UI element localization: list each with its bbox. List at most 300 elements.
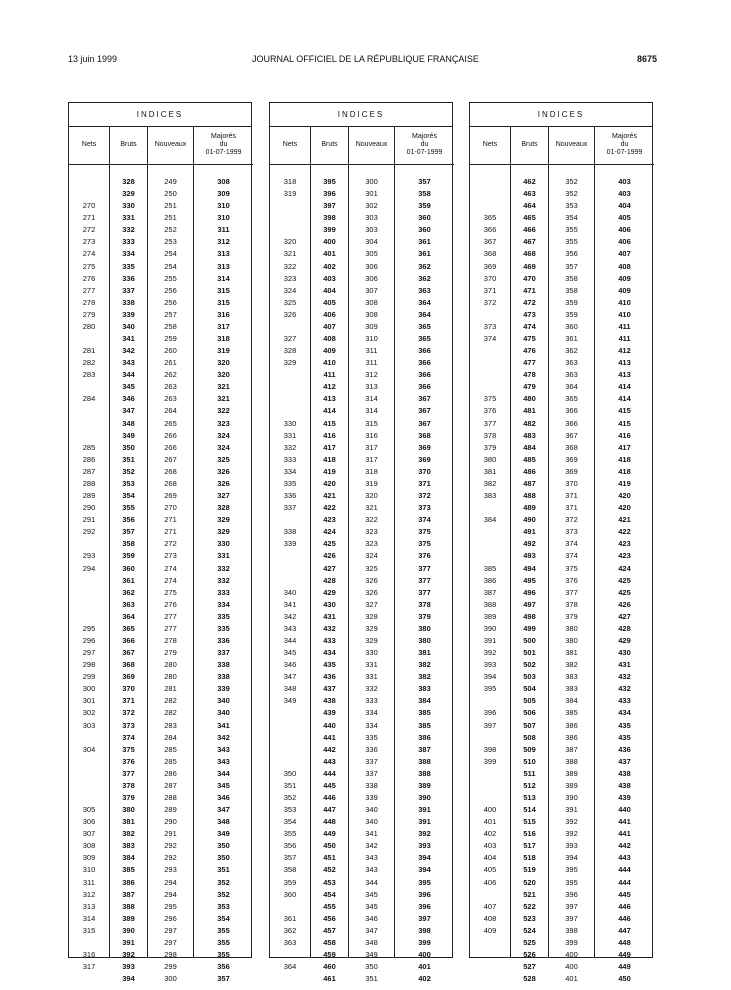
cell-nets: [69, 405, 109, 417]
cell-nouveaux: 256: [164, 285, 177, 295]
cell-nouveaux: 394: [565, 853, 578, 863]
cell-nouveaux: 252: [164, 225, 177, 235]
cell-nouveaux: 367: [565, 430, 578, 440]
cell-majores: 429: [618, 635, 631, 645]
cell-majores: 335: [217, 611, 230, 621]
cell-nets: [69, 418, 109, 430]
cell-majores: 328: [217, 503, 230, 513]
cell-nets: [470, 502, 510, 514]
cell-majores: 445: [618, 889, 631, 899]
cell-bruts: 393: [122, 962, 135, 972]
cell-nets: 378: [483, 430, 497, 440]
cell-nouveaux: 398: [565, 925, 578, 935]
cell-bruts: 349: [122, 430, 135, 440]
cell-bruts: 426: [323, 551, 336, 561]
cell-nouveaux: 256: [164, 297, 177, 307]
cell-bruts: 400: [323, 237, 336, 247]
cell-bruts: 427: [323, 563, 336, 573]
cell-majores: 329: [217, 527, 230, 537]
cell-nets: 299: [82, 672, 96, 682]
cell-majores: 441: [618, 817, 631, 827]
cell-bruts: 331: [122, 213, 135, 223]
cell-nouveaux: 281: [164, 684, 177, 694]
cell-bruts: 526: [523, 950, 536, 959]
cell-majores: 321: [217, 394, 230, 404]
cell-nets: 349: [283, 696, 297, 706]
cell-nets: 294: [82, 563, 96, 573]
cell-nouveaux: 378: [565, 599, 578, 609]
cell-bruts: 522: [523, 901, 536, 911]
cell-majores: 421: [618, 515, 631, 525]
cell-nouveaux: 285: [164, 744, 177, 754]
cell-nets: 278: [82, 297, 96, 307]
cell-bruts: 441: [323, 732, 336, 742]
cell-majores: 413: [618, 358, 631, 368]
cell-nouveaux: 401: [565, 974, 578, 984]
cell-majores: 335: [217, 623, 230, 633]
cell-bruts: 434: [323, 648, 336, 658]
cell-bruts: 412: [323, 382, 336, 392]
cell-bruts: 525: [523, 937, 536, 947]
cell-nets: 389: [483, 611, 497, 621]
cell-nouveaux: 293: [164, 865, 177, 875]
cell-nouveaux: 263: [164, 394, 177, 404]
cell-majores: 351: [217, 865, 230, 875]
cell-bruts: 386: [122, 877, 135, 887]
cell-majores: 382: [418, 672, 431, 682]
cell-nouveaux: 282: [164, 708, 177, 718]
column-bruts: [310, 126, 348, 984]
cell-nouveaux: 319: [365, 478, 378, 488]
cell-nets: 366: [483, 225, 497, 235]
cell-majores: 366: [418, 346, 431, 356]
cell-nets: [470, 695, 510, 707]
cell-majores: 434: [618, 708, 631, 718]
cell-nets: [69, 176, 109, 188]
cell-majores: 408: [618, 261, 631, 271]
cell-bruts: 368: [122, 660, 135, 670]
cell-bruts: 423: [323, 515, 336, 525]
cell-bruts: 385: [122, 865, 135, 875]
cell-nouveaux: 383: [565, 684, 578, 694]
cell-majores: 361: [418, 237, 431, 247]
column-bruts: [109, 126, 147, 984]
cell-nouveaux: 384: [565, 696, 578, 706]
cell-nets: 360: [283, 889, 297, 899]
cell-majores: 375: [418, 539, 431, 549]
cell-majores: 368: [418, 430, 431, 440]
cell-majores: 388: [418, 756, 431, 766]
cell-majores: 395: [418, 877, 431, 887]
cell-bruts: 379: [122, 792, 135, 802]
cell-majores: 435: [618, 720, 631, 730]
cell-bruts: 396: [323, 189, 336, 199]
cell-bruts: 511: [523, 768, 536, 778]
cell-majores: 353: [217, 901, 230, 911]
cell-majores: 430: [618, 648, 631, 658]
cell-nouveaux: 388: [565, 756, 578, 766]
column-bruts: [510, 126, 548, 984]
cell-nouveaux: 351: [365, 974, 378, 984]
cell-nets: [270, 393, 310, 405]
cell-nouveaux: 382: [565, 660, 578, 670]
cell-majores: 435: [618, 732, 631, 742]
cell-majores: 432: [618, 684, 631, 694]
cell-bruts: 521: [523, 889, 536, 899]
cell-bruts: 483: [523, 430, 536, 440]
cell-bruts: 367: [122, 648, 135, 658]
cell-nouveaux: 369: [565, 454, 578, 464]
cell-nouveaux: 255: [164, 273, 177, 283]
cell-nets: 323: [283, 273, 297, 283]
cell-bruts: 503: [523, 672, 536, 682]
cell-bruts: 494: [523, 563, 536, 573]
column-header-bruts: Bruts: [511, 126, 548, 165]
cell-majores: 439: [618, 792, 631, 802]
cell-majores: 420: [618, 503, 631, 513]
cell-nouveaux: 291: [164, 829, 177, 839]
cell-nets: 331: [283, 430, 297, 440]
cell-nouveaux: 292: [164, 853, 177, 863]
cell-bruts: 422: [323, 503, 336, 513]
cell-majores: 414: [618, 394, 631, 404]
cell-majores: 376: [418, 551, 431, 561]
cell-nets: [270, 405, 310, 417]
cell-nets: 341: [283, 599, 297, 609]
cell-nets: 386: [483, 575, 497, 585]
cell-bruts: 351: [122, 454, 135, 464]
cell-bruts: 438: [323, 696, 336, 706]
column-majores: [594, 126, 654, 984]
cell-nets: [69, 587, 109, 599]
cell-nouveaux: 307: [365, 285, 378, 295]
cell-bruts: 353: [122, 478, 135, 488]
cell-nouveaux: 372: [565, 515, 578, 525]
cell-bruts: 488: [523, 491, 536, 501]
cell-nets: 392: [483, 648, 497, 658]
cell-bruts: 508: [523, 732, 536, 742]
cell-nouveaux: 339: [365, 792, 378, 802]
cell-nouveaux: 278: [164, 635, 177, 645]
cell-nets: 279: [82, 309, 96, 319]
cell-nets: [270, 575, 310, 587]
cell-bruts: 512: [523, 780, 536, 790]
cell-nouveaux: 368: [565, 442, 578, 452]
cell-nouveaux: 254: [164, 249, 177, 259]
cell-nouveaux: 311: [365, 358, 378, 368]
cell-bruts: 490: [523, 515, 536, 525]
cell-nets: [69, 937, 109, 949]
cell-nouveaux: 302: [365, 201, 378, 211]
cell-nets: 311: [83, 877, 95, 887]
cell-nouveaux: 273: [164, 551, 177, 561]
cell-majores: 425: [618, 587, 631, 597]
cell-nets: 362: [283, 925, 297, 935]
column-majores: [394, 126, 454, 984]
cell-majores: 321: [217, 382, 230, 392]
cell-bruts: 457: [323, 925, 336, 935]
cell-bruts: 355: [122, 503, 135, 513]
cell-nouveaux: 295: [164, 901, 177, 911]
cell-bruts: 362: [122, 587, 135, 597]
cell-bruts: 448: [323, 817, 336, 827]
cell-bruts: 381: [122, 817, 135, 827]
cell-majores: 354: [217, 913, 230, 923]
cell-nets: 388: [483, 599, 497, 609]
cell-nouveaux: 316: [365, 430, 378, 440]
cell-majores: 425: [618, 575, 631, 585]
cell-bruts: 453: [323, 877, 336, 887]
cell-majores: 383: [418, 684, 431, 694]
cell-majores: 355: [217, 925, 230, 935]
cell-nouveaux: 315: [365, 418, 378, 428]
cell-bruts: 377: [122, 768, 135, 778]
cell-nets: [470, 538, 510, 550]
cell-nouveaux: 271: [164, 527, 177, 537]
cell-bruts: 404: [323, 285, 336, 295]
cell-nouveaux: 298: [164, 950, 177, 959]
cell-majores: 400: [418, 950, 431, 959]
cell-nets: [270, 732, 310, 744]
cell-majores: 380: [418, 635, 431, 645]
cell-nouveaux: 279: [164, 648, 177, 658]
cell-nouveaux: 395: [565, 877, 578, 887]
cell-nets: 271: [82, 213, 96, 223]
cell-majores: 345: [217, 780, 230, 790]
cell-majores: 446: [618, 913, 631, 923]
cell-nets: 275: [82, 261, 96, 271]
cell-nouveaux: 333: [365, 696, 378, 706]
cell-nets: [470, 188, 510, 200]
cell-nouveaux: 283: [164, 720, 177, 730]
cell-majores: 449: [618, 962, 631, 972]
cell-nouveaux: 306: [365, 261, 378, 271]
cell-bruts: 524: [523, 925, 536, 935]
cell-nouveaux: 337: [365, 768, 378, 778]
cell-nouveaux: 391: [565, 805, 578, 815]
cell-nets: 274: [82, 249, 96, 259]
cell-majores: 366: [418, 382, 431, 392]
cell-bruts: 397: [323, 201, 336, 211]
cell-nouveaux: 371: [565, 491, 578, 501]
cell-bruts: 336: [122, 273, 135, 283]
cell-nets: 379: [483, 442, 497, 452]
cell-nets: 403: [483, 841, 497, 851]
cell-nouveaux: 379: [565, 611, 578, 621]
column-header-bruts: Bruts: [311, 126, 348, 165]
cell-nets: 350: [283, 768, 297, 778]
cell-majores: 366: [418, 370, 431, 380]
cell-nouveaux: 321: [365, 503, 378, 513]
cell-nouveaux: 397: [565, 901, 578, 911]
cell-bruts: 496: [523, 587, 536, 597]
cell-nets: 330: [283, 418, 297, 428]
cell-bruts: 523: [523, 913, 536, 923]
cell-majores: 340: [217, 708, 230, 718]
cell-majores: 381: [418, 648, 431, 658]
cell-bruts: 352: [122, 466, 135, 476]
column-nets: [470, 126, 510, 957]
cell-nouveaux: 332: [365, 684, 378, 694]
column-majores: [193, 126, 253, 984]
cell-nets: 306: [82, 817, 96, 827]
cell-bruts: 356: [122, 515, 135, 525]
cell-nets: 400: [483, 805, 497, 815]
cell-nouveaux: 274: [164, 563, 177, 573]
column-nets: [270, 126, 310, 972]
cell-nouveaux: 317: [365, 454, 378, 464]
cell-nouveaux: 359: [565, 309, 578, 319]
cell-majores: 310: [217, 201, 230, 211]
cell-majores: 380: [418, 623, 431, 633]
cell-majores: 349: [217, 829, 230, 839]
cell-nouveaux: 314: [365, 394, 378, 404]
cell-bruts: 402: [323, 261, 336, 271]
cell-bruts: 366: [122, 635, 135, 645]
cell-nets: 402: [483, 829, 497, 839]
cell-nouveaux: 349: [365, 950, 378, 959]
cell-majores: 396: [418, 889, 431, 899]
cell-nets: [470, 176, 510, 188]
cell-bruts: 416: [323, 430, 336, 440]
cell-nouveaux: 330: [365, 648, 378, 658]
cell-majores: 336: [217, 635, 230, 645]
cell-majores: 367: [418, 394, 431, 404]
cell-nouveaux: 327: [365, 599, 378, 609]
cell-majores: 372: [418, 491, 431, 501]
cell-nets: 298: [82, 660, 96, 670]
cell-nouveaux: 363: [565, 358, 578, 368]
cell-bruts: 350: [122, 442, 135, 452]
cell-majores: 316: [217, 309, 230, 319]
cell-bruts: 516: [523, 829, 536, 839]
cell-nets: 340: [283, 587, 297, 597]
cell-bruts: 458: [323, 937, 336, 947]
cell-nouveaux: 259: [164, 334, 177, 344]
cell-nouveaux: 267: [164, 454, 177, 464]
cell-nets: 396: [483, 708, 497, 718]
cell-majores: 438: [618, 768, 631, 778]
cell-nouveaux: 345: [365, 901, 378, 911]
cell-nouveaux: 322: [365, 515, 378, 525]
page-header-journal-title: JOURNAL OFFICIEL DE LA RÉPUBLIQUE FRANÇAISE: [252, 54, 479, 64]
cell-nouveaux: 297: [164, 937, 177, 947]
cell-bruts: 342: [122, 346, 135, 356]
cell-bruts: 407: [323, 321, 336, 331]
cell-bruts: 372: [122, 708, 135, 718]
cell-majores: 356: [217, 962, 230, 972]
cell-majores: 348: [217, 817, 230, 827]
cell-nouveaux: 346: [365, 913, 378, 923]
cell-nets: 290: [82, 503, 96, 513]
cell-nets: 297: [82, 648, 96, 658]
table-title: INDICES: [69, 103, 251, 127]
cell-nouveaux: 390: [565, 792, 578, 802]
cell-bruts: 433: [323, 635, 336, 645]
cell-nets: 364: [283, 962, 297, 972]
cell-nets: [270, 901, 310, 913]
cell-bruts: 411: [323, 370, 336, 380]
cell-majores: 442: [618, 841, 631, 851]
cell-nets: 365: [483, 213, 497, 223]
cell-majores: 352: [217, 889, 230, 899]
cell-bruts: 482: [523, 418, 536, 428]
column-nets: [69, 126, 109, 972]
cell-nets: 405: [483, 865, 497, 875]
cell-majores: 373: [418, 503, 431, 513]
cell-nouveaux: 366: [565, 406, 578, 416]
cell-nets: 409: [483, 925, 497, 935]
cell-majores: 367: [418, 406, 431, 416]
cell-nets: 391: [483, 635, 497, 645]
cell-nouveaux: 377: [565, 587, 578, 597]
cell-majores: 441: [618, 829, 631, 839]
cell-majores: 377: [418, 563, 431, 573]
cell-majores: 377: [418, 575, 431, 585]
cell-bruts: 436: [323, 672, 336, 682]
column-header-majores: Majorés du 01-07-1999: [395, 126, 454, 165]
cell-majores: 308: [217, 177, 230, 186]
table-title: INDICES: [270, 103, 452, 127]
cell-bruts: 485: [523, 454, 536, 464]
cell-nouveaux: 400: [565, 962, 578, 972]
cell-nouveaux: 393: [565, 841, 578, 851]
cell-bruts: 517: [523, 841, 536, 851]
cell-bruts: 389: [122, 913, 135, 923]
cell-nouveaux: 304: [365, 237, 378, 247]
cell-nets: 348: [283, 684, 297, 694]
cell-nets: [270, 720, 310, 732]
cell-nouveaux: 257: [164, 309, 177, 319]
cell-nets: [270, 563, 310, 575]
cell-bruts: 477: [523, 358, 536, 368]
cell-majores: 371: [418, 478, 431, 488]
cell-nouveaux: 389: [565, 768, 578, 778]
cell-nouveaux: 331: [365, 660, 378, 670]
cell-nouveaux: 323: [365, 539, 378, 549]
cell-bruts: 486: [523, 466, 536, 476]
cell-bruts: 505: [523, 696, 536, 706]
cell-nouveaux: 381: [565, 648, 578, 658]
cell-nets: 404: [483, 853, 497, 863]
cell-nets: [270, 200, 310, 212]
cell-bruts: 475: [523, 334, 536, 344]
cell-majores: 438: [618, 780, 631, 790]
cell-bruts: 465: [523, 213, 536, 223]
cell-majores: 363: [418, 285, 431, 295]
cell-bruts: 527: [523, 962, 536, 972]
cell-majores: 369: [418, 454, 431, 464]
page-header-date: 13 juin 1999: [68, 54, 118, 64]
cell-majores: 374: [418, 515, 431, 525]
cell-bruts: 493: [523, 551, 536, 561]
cell-majores: 326: [217, 478, 230, 488]
cell-majores: 352: [217, 877, 230, 887]
cell-bruts: 419: [323, 466, 336, 476]
cell-majores: 444: [618, 877, 631, 887]
cell-nets: [69, 792, 109, 804]
cell-nouveaux: 380: [565, 623, 578, 633]
cell-nets: 343: [283, 623, 297, 633]
cell-nouveaux: 309: [365, 321, 378, 331]
cell-bruts: 424: [323, 527, 336, 537]
cell-majores: 343: [217, 744, 230, 754]
cell-nouveaux: 312: [365, 370, 378, 380]
cell-majores: 344: [217, 768, 230, 778]
cell-nets: 407: [483, 901, 497, 911]
cell-bruts: 403: [323, 273, 336, 283]
page-header-page-number: 8675: [636, 54, 657, 64]
